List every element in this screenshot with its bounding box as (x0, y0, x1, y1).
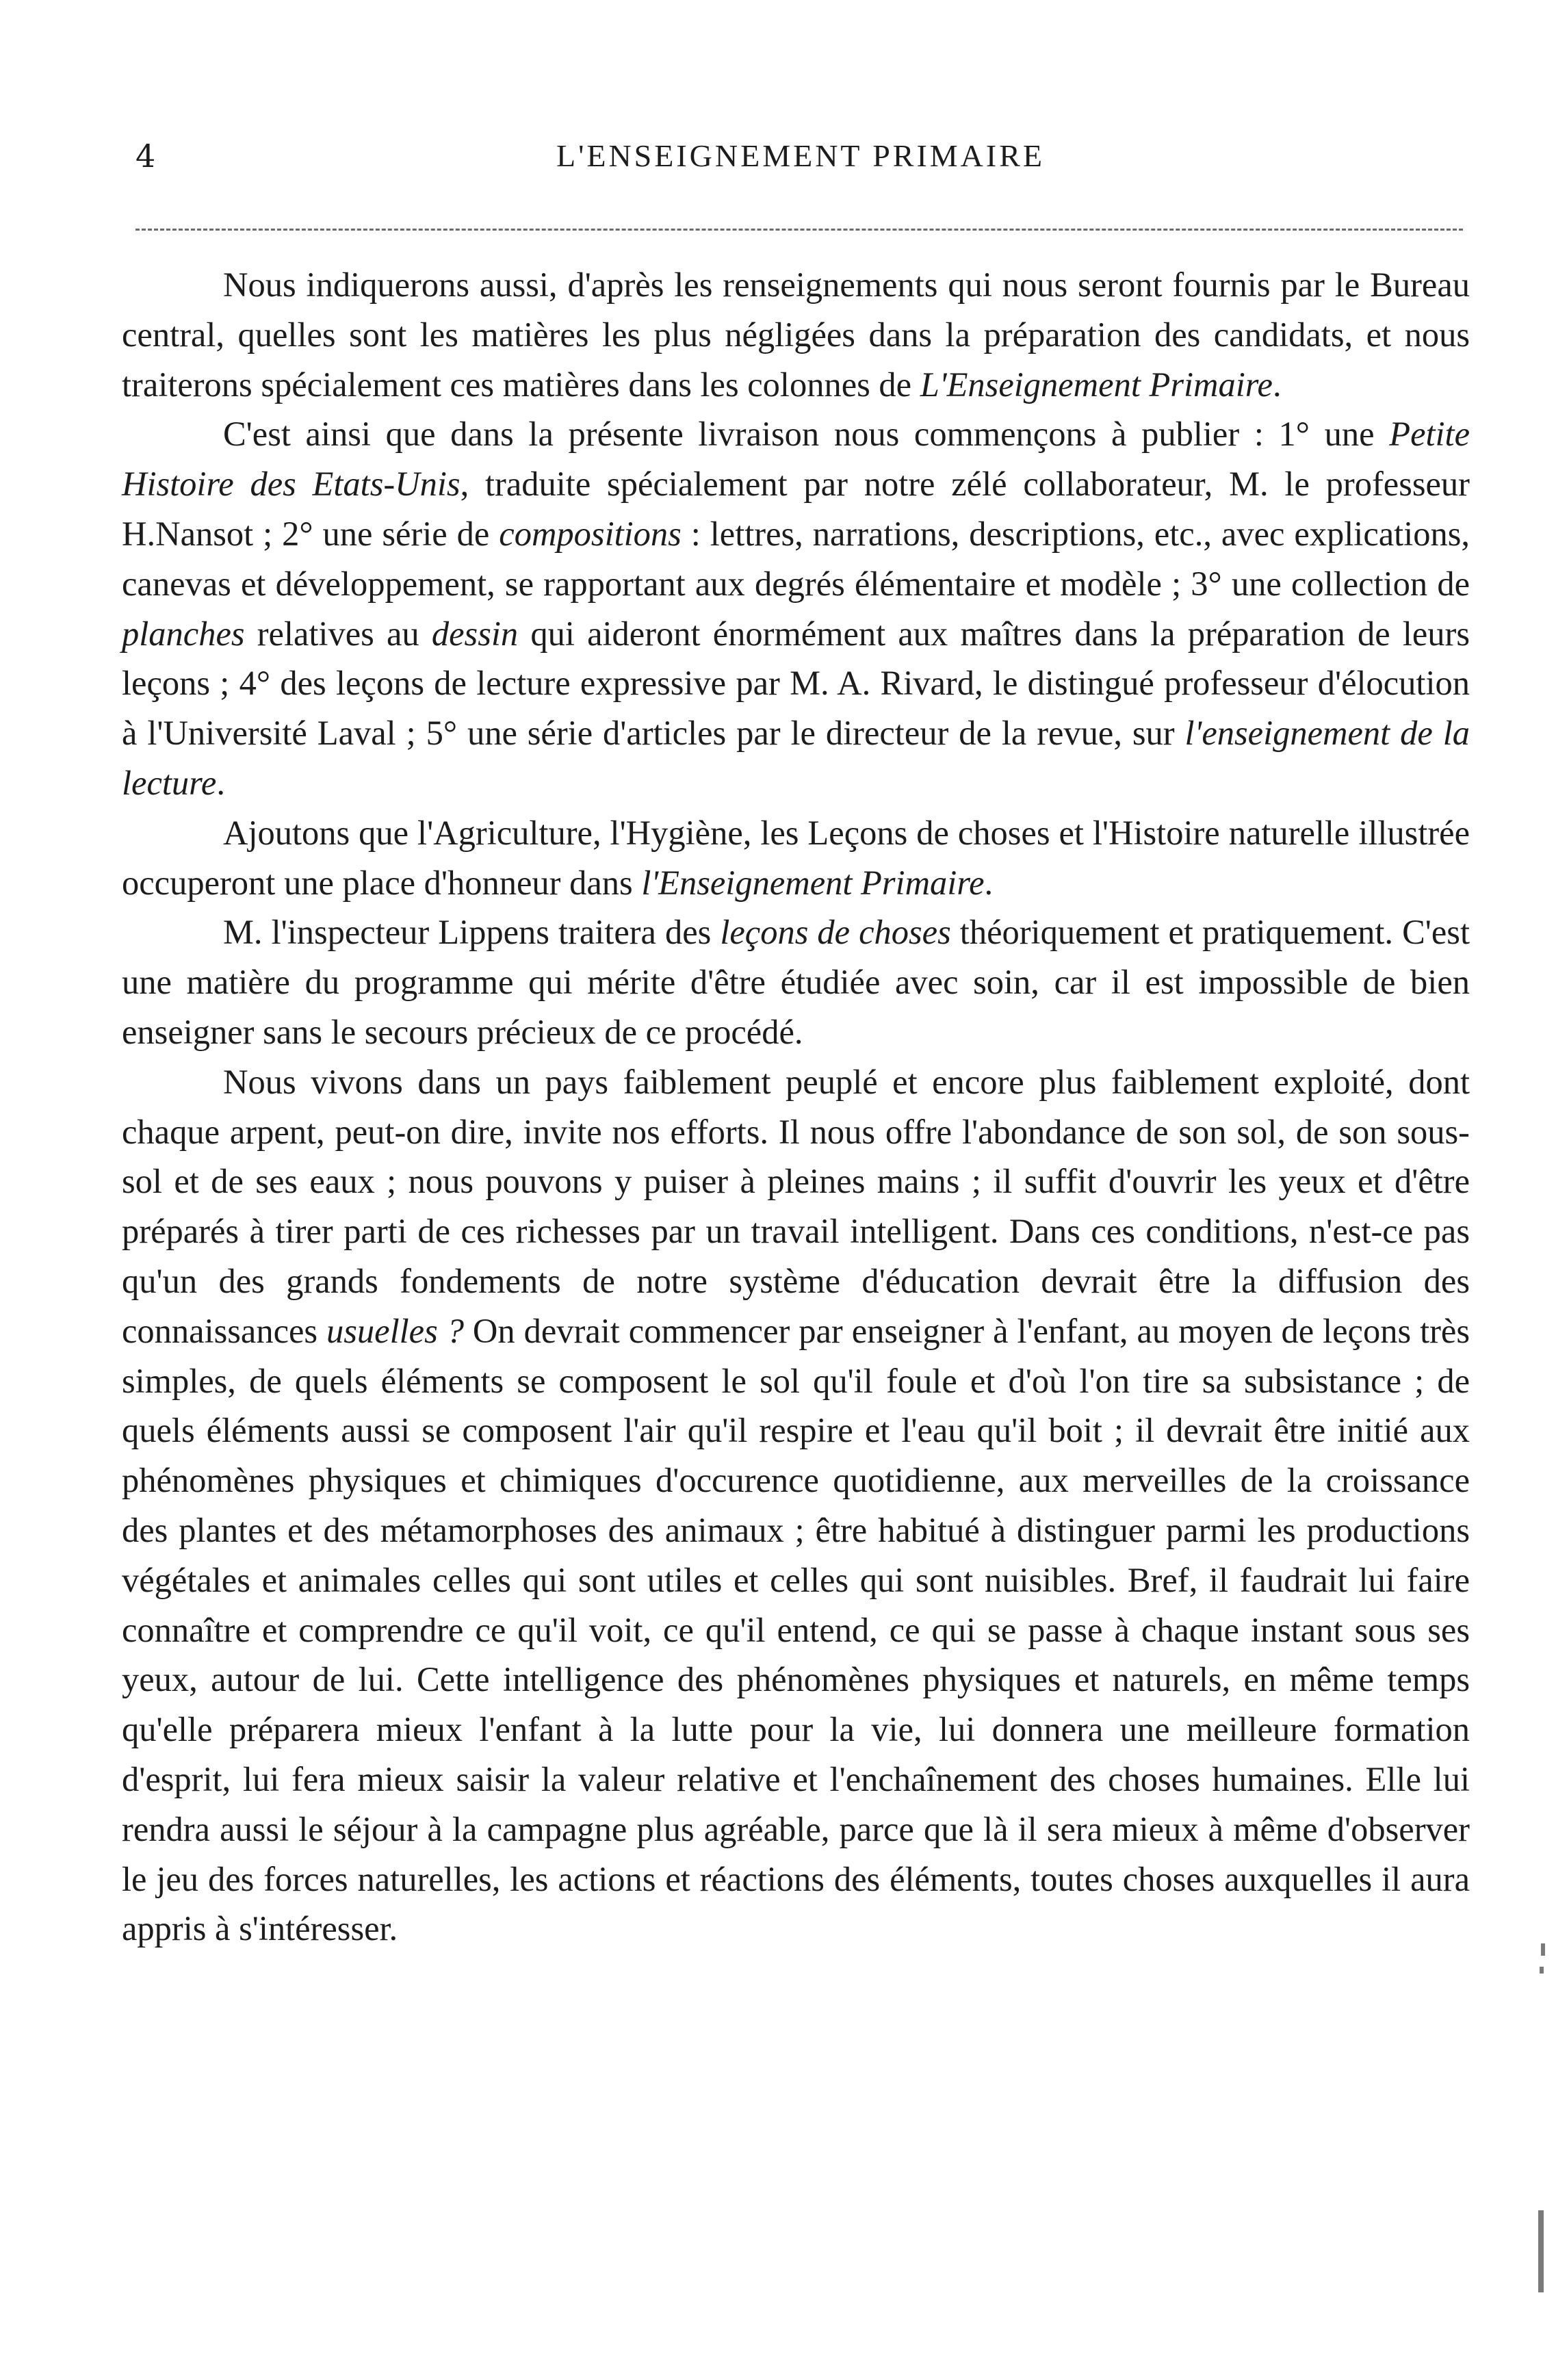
italic-phrase: L'Enseignement Primaire (920, 365, 1273, 404)
text-run: : lettres, narrations, descriptions, etc., avec explications, canevas et développement, se rapportant aux degrés élémentaire et modèle ; 3° une collection de (122, 514, 1470, 603)
running-head (123, 123, 1478, 178)
text-run: Nous indiquerons aussi, d'après les renseignements qui nous seront fournis par le Bureau central, quelles sont les matières les plus négligées dans la préparation des candidats, et nous traiterons spécialement ces matières dans les colonnes de (122, 266, 1470, 404)
text-run: , traduite spécialement par notre zélé collaborateur, M. le professeur H.Nansot ; 2° une série de (122, 465, 1470, 553)
page-number: 4 (135, 138, 157, 174)
margin-speck (1538, 2210, 1544, 2292)
text-run: qui aideront énormément aux maîtres dans la préparation de leurs leçons ; 4° des leçons de lecture expressive par M. A. Rivard, le distingué professeur d'élocution à l'Université Laval ; 5° une série d'articles par le directeur de la revue, sur (122, 614, 1470, 753)
text-run: . (216, 763, 225, 802)
italic-phrase: l'enseignement de la lecture (122, 714, 1470, 802)
running-title: L'ENSEIGNEMENT PRIMAIRE (556, 138, 1046, 173)
text-run: Ajoutons que l'Agriculture, l'Hygiène, les Leçons de choses et l'Histoire naturelle illustrée occuperont une place d'honneur dans (122, 813, 1470, 902)
paragraph (122, 808, 1470, 908)
italic-phrase: planches (122, 614, 245, 653)
italic-phrase: l'Enseignement Primaire (641, 863, 985, 902)
header-rule (135, 229, 1463, 231)
text-run: . (984, 863, 994, 902)
text-run: . (1272, 365, 1282, 404)
text-run: M. l'inspecteur Lippens traitera des (223, 913, 721, 952)
paragraph (122, 409, 1470, 807)
text-run: C'est ainsi que dans la présente livraison nous commençons à publier : 1° une (223, 415, 1390, 454)
italic-phrase: dessin (431, 614, 519, 653)
text-run: relatives au (244, 614, 432, 653)
body-text (122, 260, 1470, 1954)
text-run: théoriquement et pratiquement. C'est une matière du programme qui mérite d'être étudiée avec soin, car il est impossible de bien enseigner sans le secours précieux de ce procédé. (122, 913, 1470, 1051)
margin-speck (1540, 1967, 1544, 1974)
italic-phrase: leçons de choses (720, 913, 951, 952)
paragraph (122, 260, 1470, 409)
italic-phrase: Petite Histoire des Etats-Unis (122, 415, 1470, 504)
paragraph (122, 1057, 1470, 1954)
italic-phrase: usuelles ? (326, 1311, 464, 1350)
italic-phrase: compositions (499, 514, 682, 553)
text-run: On devrait commencer par enseigner à l'enfant, au moyen de leçons très simples, de quels éléments se composent le sol qu'il foule et d'où l'on tire sa subsistance ; de quels éléments aussi se composent l'air qu'il respire et l'eau qu'il boit ; il devrait être initié aux phénomènes physiques et chimiques d'occurence quotidienne, aux merveilles de la croissance des plantes et des métamorphoses des animaux ; être habitué à distinguer parmi les productions végétales et animales celles qui sont utiles et celles qui sont nuisibles. Bref, il faudrait lui faire connaître et comprendre ce qu'il voit, ce qu'il entend, ce qui se passe à chaque instant sous ses yeux, autour de lui. Cette intelligence des phénomènes physiques et naturels, en même temps qu'elle préparera mieux l'enfant à la lutte pour la vie, lui donnera une meilleure formation d'esprit, lui fera mieux saisir la valeur relative et l'enchaînement des choses humaines. Elle lui rendra aussi le séjour à la campagne plus agréable, parce que là il sera mieux à même d'observer le jeu des forces naturelles, les actions et réactions des éléments, toutes choses auxquelles il aura appris à s'intéresser. (122, 1311, 1470, 1948)
text-run: Nous vivons dans un pays faiblement peuplé et encore plus faiblement exploité, dont chaque arpent, peut-on dire, invite nos efforts. Il nous offre l'abondance de son sol, de son sous-sol et de ses eaux ; nous pouvons y puiser à pleines mains ; il suffit d'ouvrir les yeux et d'être préparés à tirer parti de ces richesses par un travail intelligent. Dans ces conditions, n'est-ce pas qu'un des grands fondements de notre système d'éducation devrait être la diffusion des connaissances (122, 1062, 1470, 1350)
margin-speck (1541, 1943, 1545, 1956)
paragraph (122, 907, 1470, 1057)
